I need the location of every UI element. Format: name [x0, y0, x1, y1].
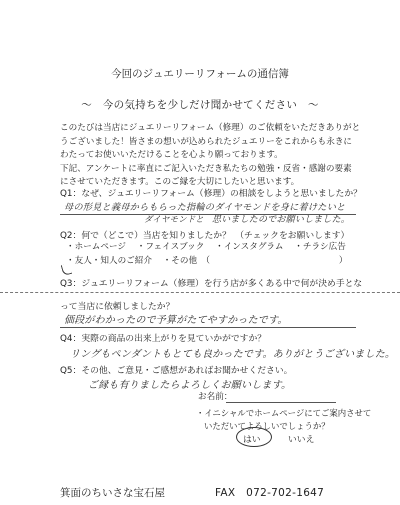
question-3-label-line2: って当店に依頼しましたか？ [60, 302, 175, 312]
fax-number: FAX 072-702-1647 [215, 487, 325, 499]
choice-no[interactable]: いいえ [288, 435, 315, 445]
answer-1-line2: ダイヤモンドと [144, 214, 204, 224]
option-facebook: ・フェイスブック [136, 242, 205, 252]
choice-yes[interactable]: はい [243, 435, 261, 445]
question-3-label-line1: Q3：ジュエリーリフォーム（修理）を行う店が多くある中で何が決め手とな [60, 279, 363, 289]
intro-line: うございました！皆さまの想いが込められたジュエリーをこれからも永きに [60, 136, 353, 147]
question-5-label: Q5：その他、ご意見・ご感想があればお聞かせください。 [60, 366, 293, 376]
answer-4: リングもペンダントもとても良かったです。ありがとうございました。 [70, 349, 396, 360]
option-instagram: ・インスタグラム [215, 242, 284, 252]
shop-name: 箕面のちいさな宝石屋 [60, 487, 165, 499]
intro-line: わたってお使いいただけることを心より願っております。 [60, 150, 283, 161]
question-2-options-row2 [66, 255, 366, 268]
option-flyer: ・チラシ広告 [294, 242, 346, 252]
dashed-divider [0, 292, 400, 293]
question-1-label: Q1：なぜ、ジュエリーリフォーム（修理）の相談をしようと思いましたか？ [60, 189, 362, 199]
initials-question-line2: いただいてよろしいでしょうか？ [204, 421, 330, 431]
answer-3-rule [60, 327, 356, 328]
answer-1-line3: 思いましたのでお願いしました。 [212, 215, 351, 225]
initials-question-line1: ・イニシャルでホームページにてご案内させて [196, 408, 372, 418]
intro-line: 下記、アンケートに率直にご記入いただき私たちの勉強・反省・感謝の要素 [60, 163, 352, 174]
survey-title: 今回のジュエリーリフォームの通信簿 [111, 68, 289, 80]
name-label: お名前： [198, 392, 233, 402]
question-4-label: Q4：実際の商品の出来上がりを見ていかがですか？ [60, 334, 267, 344]
option-referral: ・友人・知人のご紹介 [66, 256, 152, 266]
intro-line: このたびは当店にジュエリーリフォーム（修理）のご依頼をいただきありがと [60, 123, 361, 133]
option-homepage: ・ホームページ [66, 242, 126, 252]
intro-paragraph [60, 122, 360, 190]
question-2-options-row1 [66, 241, 366, 254]
survey-subtitle: ～ 今の気持ちを少しだけ聞かせてください ～ [81, 99, 319, 111]
answer-3: 価段がわかったので予算がたてやすかったです。 [64, 315, 288, 326]
name-field-line[interactable] [226, 402, 336, 403]
question-2-label: Q2：何で（どこで）当店を知りましたか？ （チェックをお願いします） [60, 231, 350, 241]
answer-1-line1: 母の形見と義母からもらった指輪のダイヤモンドを身に着けたいと [64, 202, 346, 213]
intro-line: にさせていただきます。このご縁を大切にしたいと思います。 [60, 177, 300, 188]
answer-5: ご縁も有りましたらよろしくお願いします。 [88, 380, 292, 391]
option-other: ・その他 （ ） [162, 256, 348, 266]
